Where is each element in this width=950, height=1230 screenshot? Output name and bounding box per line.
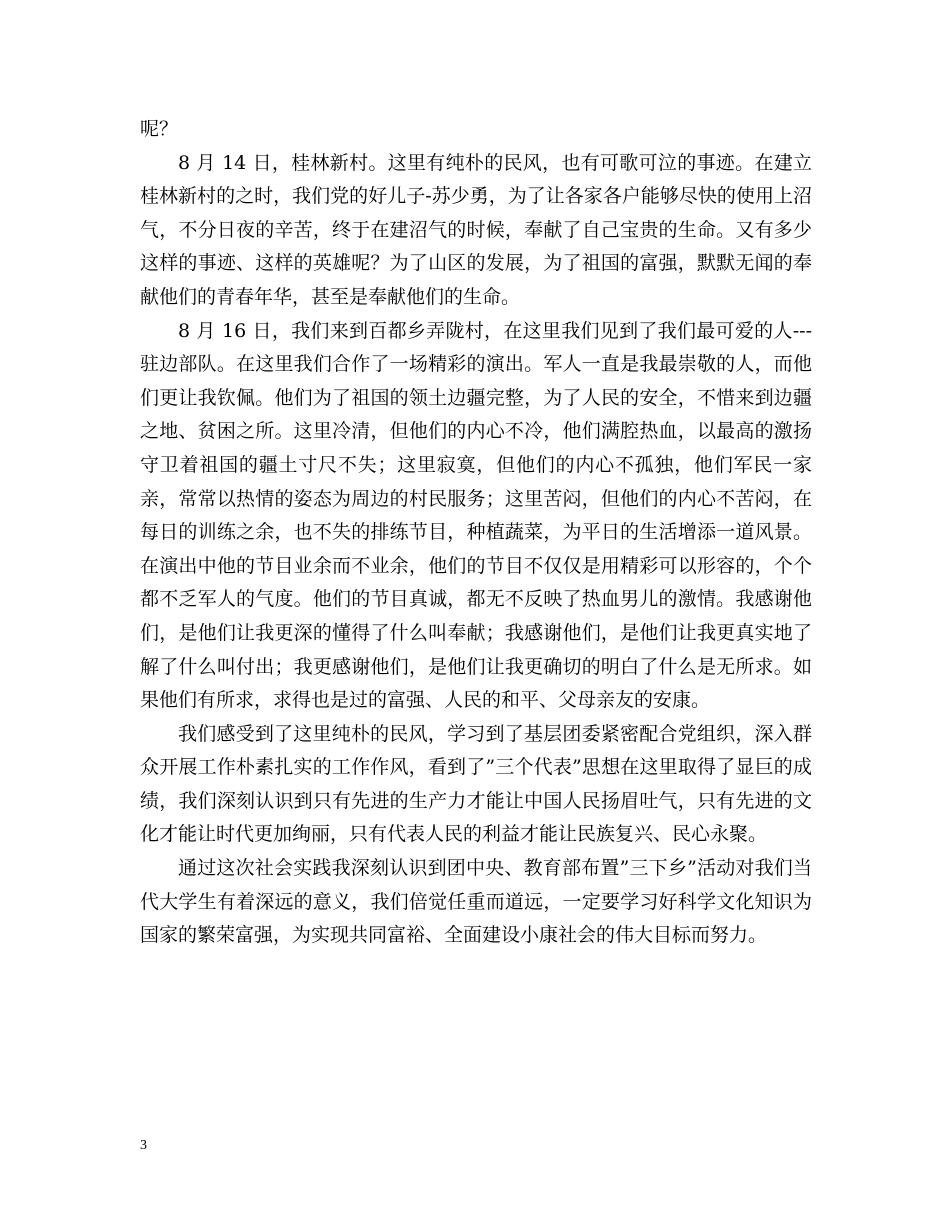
- paragraph-continuation: 呢？: [140, 118, 179, 140]
- paragraph-guilin-village: 8 月 14 日，桂林新村。这里有纯朴的民风，也有可歌可泣的事迹。在建立桂林新村的之时，我们党的好儿子-苏少勇，为了让各家各户能够尽快的使用上沼气，不分日夜的辛苦，终于在建沼气的时候，奉献了自己宝贵的生命。又有多少这样的事迹、这样的英雄呢？为了山区的发展，为了祖国的富强，默默无闻的奉献他们的青春年华，甚至是奉献他们的生命。: [140, 151, 812, 308]
- paragraph-border-troops: 8 月 16 日，我们来到百都乡弄陇村，在这里我们见到了我们最可爱的人---驻边部队。在这里我们合作了一场精彩的演出。军人一直是我最崇敬的人，而他们更让我钦佩。他们为了祖国的领土边疆完整，为了人民的安全，不惜来到边疆之地、贫困之所。这里冷清，但他们的内心不冷，他们满腔热血，以最高的激扬守卫着祖国的疆土寸尺不失；这里寂寞，但他们的内心不孤独，他们军民一家亲，常常以热情的姿态为周边的村民服务；这里苦闷，但他们的内心不苦闷，在每日的训练之余，也不失的排练节目，种植蔬菜，为平日的生活增添一道风景。在演出中他的节目业余而不业余，他们的节目不仅仅是用精彩可以形容的，个个都不乏军人的气度。他们的节目真诚，都无不反映了热血男儿的激情。我感谢他们，是他们让我更深的懂得了什么叫奉献；我感谢他们，是他们让我更真实地了解了什么叫付出；我更感谢他们，是他们让我更确切的明白了什么是无所求。如果他们有所求，求得也是过的富强、人民的和平、父母亲友的安康。: [140, 319, 812, 712]
- document-body: [140, 113, 812, 953]
- paragraph-conclusion: 通过这次社会实践我深刻认识到团中央、教育部布置”三下乡”活动对我们当代大学生有着深远的意义，我们倍觉任重而道远，一定要学习好科学文化知识为国家的繁荣富强，为实现共同富裕、全面建设小康社会的伟大目标而努力。: [140, 857, 812, 947]
- paragraph-reflection: 我们感受到了这里纯朴的民风，学习到了基层团委紧密配合党组织，深入群众开展工作朴素扎实的工作作风，看到了”三个代表”思想在这里取得了显巨的成绩，我们深刻认识到只有先进的生产力才能让中国人民扬眉吐气，只有先进的文化才能让时代更加绚丽，只有代表人民的利益才能让民族复兴、民心永聚。: [140, 722, 812, 846]
- page-number: 3: [140, 1138, 147, 1153]
